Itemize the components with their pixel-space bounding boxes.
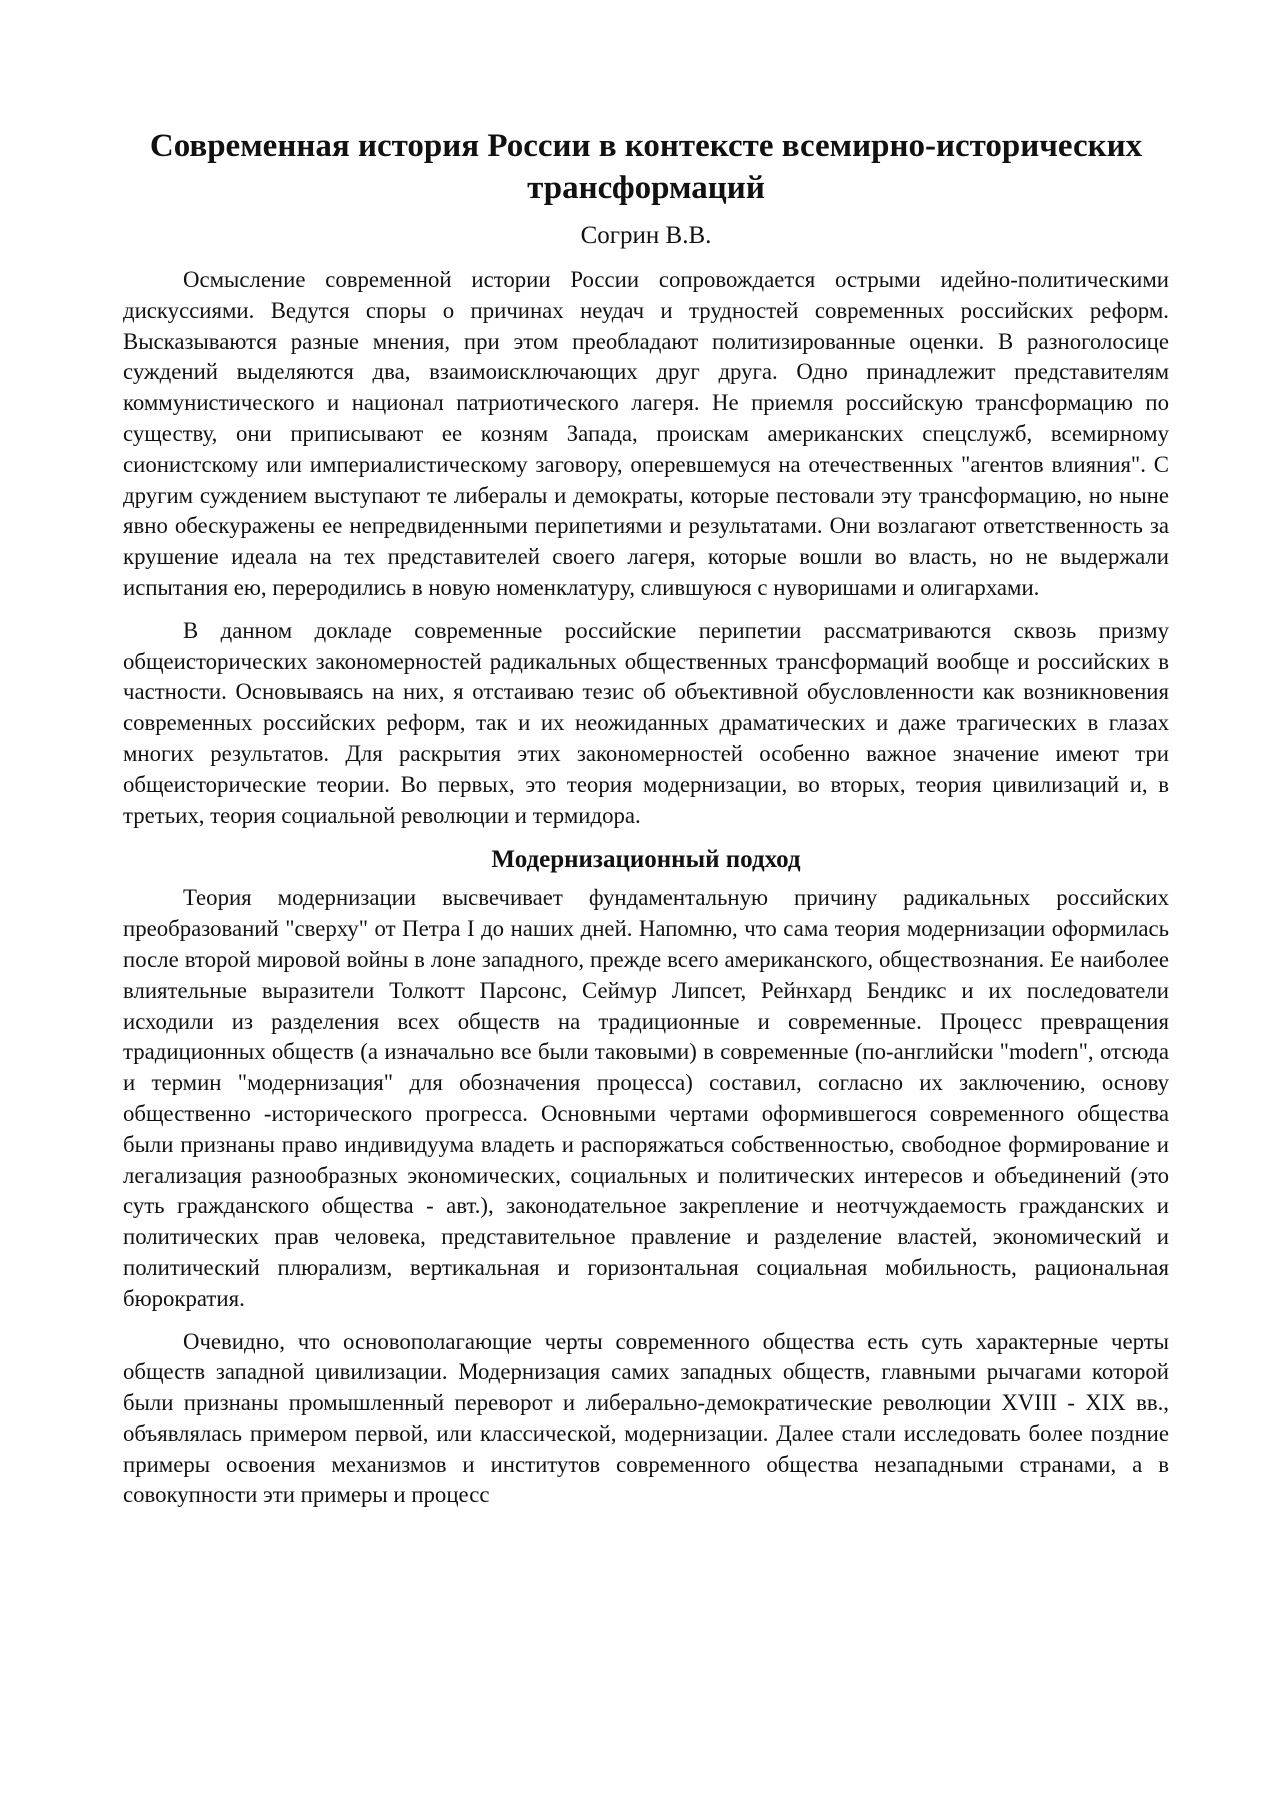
section-paragraph-1: Теория модернизации высвечивает фундаментальную причину радикальных российских преобразований "сверху" от Петра I до наших дней. Напомню, что сама теория модернизации оформилась после второй мировой войны в лоне западного, прежде всего американского, обществознания. Ее наиболее влиятельные выразители Толкотт Парсонс, Сеймур Липсет, Рейнхард Бендикс и их последователи исходили из разделения всех обществ на традиционные и современные. Процесс превращения традиционных обществ (а изначально все были таковыми) в современные (по-английски "modern", отсюда и термин "модернизация" для обозначения процесса) составил, согласно их заключению, основу общественно -исторического прогресса. Основными чертами оформившегося современного общества были признаны право индивидуума владеть и распоряжаться собственностью, свободное формирование и легализация разнообразных экономических, социальных и политических интересов и объединений (это суть гражданского общества - авт.), законодательное закрепление и неотчуждаемость гражданских и политических прав человека, представительное правление и разделение властей, экономический и политический плюрализм, вертикальная и горизонтальная социальная мобильность, рациональная бюрократия. — [123, 885, 1169, 1311]
section-paragraph-2: Очевидно, что основополагающие черты современного общества есть суть характерные черты обществ западной цивилизации. Модернизация самих западных обществ, главными рычагами которой были признаны промышленный переворот и либерально-демократические революции XVIII - XIX вв., объявлялась примером первой, или классической, модернизации. Далее стали исследовать более поздние примеры освоения механизмов и институтов современного общества незападными странами, а в совокупности эти примеры и процесс — [123, 1328, 1169, 1508]
paragraph-1: Осмысление современной истории России сопровождается острыми идейно-политическими дискуссиями. Ведутся споры о причинах неудач и трудностей современных российских реформ. Высказываются разные мнения, при этом преобладают политизированные оценки. В разноголосице суждений выделяются два, взаимоисключающих друг друга. Одно принадлежит представителям коммунистического и национал патриотического лагеря. Не приемля российскую трансформацию по существу, они приписывают ее козням Запада, проискам американских спецслужб, всемирному сионистскому или империалистическому заговору, оперевшемуся на отечественных "агентов влияния". С другим суждением выступают те либералы и демократы, которые пестовали эту трансформацию, но ныне явно обескуражены ее непредвиденными перипетиями и результатами. Они возлагают ответственность за крушение идеала на тех представителей своего лагеря, которые вошли во власть, но не выдержали испытания ею, переродились в новую номенклатуру, слившуюся с нуворишами и олигархами. — [123, 267, 1169, 600]
document-title-line-2: трансформаций — [527, 170, 765, 206]
section-heading: Модернизационный подход — [491, 846, 801, 874]
author-name: Согрин В.В. — [580, 222, 712, 249]
document-page — [123, 125, 1169, 1523]
paragraph-2: В данном докладе современные российские перипетии рассматриваются сквозь призму общеисторических закономерностей радикальных общественных трансформаций вообще и российских в частности. Основываясь на них, я отстаиваю тезис об объективной обусловленности как возникновения современных российских реформ, так и их неожиданных драматических и даже трагических в глазах многих результатов. Для раскрытия этих закономерностей особенно важное значение имеют три общеисторические теории. Во первых, это теория модернизации, во вторых, теория цивилизаций и, в третьих, теория социальной революции и термидора. — [123, 617, 1169, 828]
document-title — [123, 125, 1169, 209]
document-title-line-1: Современная история России в контексте всемирно-исторических — [149, 128, 1143, 164]
